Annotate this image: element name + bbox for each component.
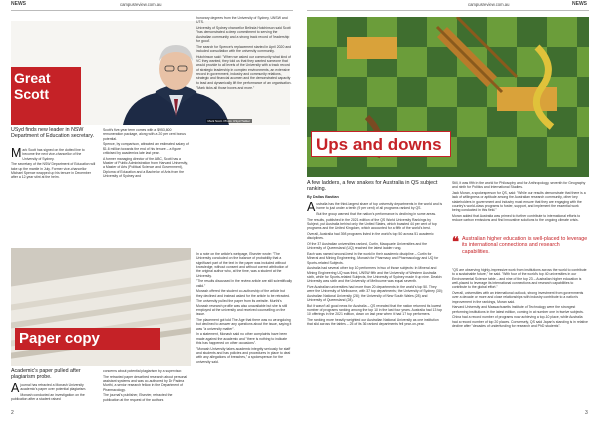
site-url: campusreview.com.au — [120, 2, 162, 7]
story1-title-line2: Scott — [14, 86, 49, 102]
story3-col1-p2: But the group warned that the nation's performance is declining in some areas. — [316, 211, 437, 216]
story1-dropcap: M — [11, 148, 22, 160]
story2-col3-p1: In a note on the article's webpage, Elsevier wrote: "The University concluded on the balance of probability that a significant part of the text in the paper was included without knowledge, without consent and without correct attribution of the original author who, at the time, was a student at the University. — [196, 252, 289, 278]
section-label: NEWS — [572, 1, 587, 7]
story3-col1-p6: Each was named second-best in the world in their academic discipline – Curtin for Mineral and Mining Engineering, Monash for Pharmacy and Pharmacology and UQ for Sports-related Subjects. — [307, 251, 439, 265]
story1-col3 — [196, 16, 292, 246]
story3-col2b-p4: China had a record number of programs now achieving a top-10 place, while Australia had a record number of top 20 places. Conversely, QS said Japan's standing is in relative decline after "decades of underfunding for research and PhD students". — [452, 315, 588, 329]
section-label: NEWS — [11, 1, 26, 7]
story2-col1 — [11, 383, 97, 413]
story2-col1-p2: Monash conducted an investigation on the publication after a student raised — [11, 392, 85, 402]
story3-col1-p3: The results, published in the 2021 edition of the QS World University Rankings by Subject, put Australia behind only the United States, which boasted 44 per cent of top programs and the United Kingdom, which accounted for a fifth of the world's best. — [307, 217, 437, 231]
photo-credit: Mark Scott. Photo: USyd Twitter — [207, 119, 250, 123]
story3-col1-p4: Overall, Australia had 398 programs listed in the world's top 50 across 51 academic disciplines. — [307, 231, 434, 241]
byline: By Dallas Bastian — [307, 195, 339, 199]
story1-col3-p4: Hutchinson said: "When we asked our community what kind of VC they wanted, they told us that they wanted someone that would provide to all levels of the University with a track record of strategic leadership in complex environments, an extensive record in government, industry and community relations, strategic and financial acumen and the demonstrated capacity to lead and dynamically lift the performance of an organisation. — [196, 54, 292, 85]
paper-stack-photo — [11, 248, 191, 366]
story1-col3-p3: The search for Spence's replacement started in April 2020 and included consultation with the university community. — [196, 44, 292, 53]
story3-col2 — [452, 181, 588, 229]
story2-col3-p5: The placement got told The Age that there was no wrongdoing but declined to answer any questions about the issue, saying it was "a university matter". — [196, 318, 292, 331]
pullquote — [452, 236, 588, 264]
header-rule — [307, 10, 589, 11]
page-number: 3 — [585, 410, 588, 416]
snakes-ladders-photo — [307, 17, 589, 177]
story3-col1-p5: Of the 37 Australian universities ranked, Curtin, Macquarie Universities and the University of Queensland (UQ) reached the latest ladder rung. — [307, 241, 427, 251]
story2-col3-p4: The university pulled the paper from its website. Murthi's Monash research profile was also unavailable but she is still employed at the university and received counselling on the issue. — [196, 299, 288, 317]
story3-col1-p7: Australia had several other top 10 performers in two of those subjects: In Mineral and Mining Engineering UQ was third, UNSW fifth and the University of Western Australia sixth, while for Sports-related Subjects, the University of Sydney made it up nine. Deakin University was sixth and the University of Melbourne was equal seventh. — [307, 266, 442, 284]
story3-col2b-p3: Harvard University and Massachusetts Institute of Technology were the strongest performing institutions in the latest edition, coming in at number one in twelve subjects. — [452, 305, 584, 314]
story2-col3-p3: Monash offered the student co-authorship of the article but they declined and instead asked for the article to be retracted. — [196, 289, 291, 298]
story1-col2-p2: Spence, by comparison, attracted an estimated salary of $1.6 million towards the end of his tenure – a figure criticised by academics late last year. — [103, 142, 189, 156]
story3-col1-p9: But it wasn't all good news for Australia – QS revealed that the nation returned its lowest number of programs ranking among the top 10 in the last four years. Australia had 13 top 10 offerings in the 2021 edition, down on last year when it had 17 top performers. — [307, 303, 443, 317]
story2-col1-p1: journal has retracted a Monash University academic's paper over potential plagiarism. — [20, 383, 87, 392]
story1-col1-p1: ark Scott has signed on the dotted line to become the next vice-chancellor of the University of Sydney. — [22, 148, 85, 161]
standfirst: A few ladders, a few snakes for Australia in QS subject ranking. — [307, 180, 438, 192]
story3-col2b — [452, 268, 588, 414]
story2-col3-p7: "Monash University takes academic integrity seriously for staff and students and has policies and procedures in place to deal with any allegations of breaches," a spokesperson for the university said. — [196, 346, 291, 364]
pullquote-text: Australian higher education is well-placed to leverage its international connections and research capabilities. — [462, 236, 588, 255]
story1-col3-p5: "Mark ticks all those boxes and more." — [196, 86, 255, 91]
quote-mark-icon: ❝ — [452, 234, 459, 249]
story1-caption: USyd finds new leader in NSW Department of Education secretary. — [11, 127, 94, 139]
story3-dropcap: A — [307, 202, 316, 214]
story3-col1-p1: ustralia has the third-largest share of top university departments in the world and is home to just under a tenth (9 per cent) of all programs ranked by QS. — [316, 202, 443, 211]
story1-title-line1: Great — [14, 70, 51, 86]
story1-col1 — [11, 148, 97, 238]
story2-title: Paper copy — [15, 328, 160, 350]
story3-col1-p8: Five Australian universities had more than 20 departments in the world's top 50. They were the University of Melbourne, with 37 top departments; the University of Sydney (30); Australian National University (28); the University of New South Wales (28) and University of Queensland (28). — [307, 284, 443, 302]
story2-col3-p2: "The results discussed in the review article are still scientifically valid." — [196, 279, 292, 288]
story2-col3-p6: In a statement, Monash said no other complaints have been made against the academic and "there is nothing to indicate this has happened on other occasions". — [196, 332, 288, 346]
header-rule — [11, 10, 293, 11]
story2-col2-p2: The retracted paper described research about personal assistant systems and was co-authored by Dr Padma Murthi, a senior research fellow in the Department of Pharmacology. — [103, 374, 188, 392]
story2-col3 — [196, 252, 292, 414]
story3-col1 — [307, 202, 443, 414]
page-number: 2 — [11, 410, 14, 416]
story1-col2 — [103, 128, 189, 240]
story1-title-box — [11, 67, 81, 125]
story1-col3-p1: honorary degrees from the University of Sydney, UNSW and UTS. — [196, 16, 288, 25]
story2-col2-p3: The journal's publisher, Elsevier, retracted the publication at the request of the authors — [103, 393, 173, 402]
headline: Ups and downs — [311, 131, 451, 157]
right-page — [300, 0, 600, 424]
story2-col2-p1: concerns about potential plagiarism by a supervisor. — [103, 369, 183, 373]
story2-dropcap: A — [11, 383, 20, 395]
story2-col2 — [103, 369, 189, 413]
story1-col2-p1: Scott's five-year term comes with a $953,800 remuneration package, along with a 20 per cent bonus potential. — [103, 128, 186, 141]
story1-col1-p2: The secretary of the NSW Department of Education will take up the mantle in July. Former vice-chancellor Michael Spence wrapped up his tenure in December after a 12-year stint at the helm. — [11, 162, 96, 180]
story1-col2-p3: A former managing director of the ABC, Scott has a Master of Public Administration from Harvard University, a Master of Arts (Political Science and Government), Diploma of Education and a Bachelor of Arts from the University of Sydney and — [103, 156, 188, 179]
story3-col1-p10: The ranking more heavily weighted our Australian National University as one institution that slid across the tables – 25 of its 36 ranked departments fell year-on-year. — [307, 317, 439, 327]
story3-col2b-p1: "QS are observing highly-impressive work from institutions across the world to contribute to a sustainable future," he said. "With four of the world's top 40 universities in our Environmental Science table – and nine of the top 23 – Australian higher education is well-placed to leverage its international connections and research capabilities to contribute to the global effort." — [452, 268, 587, 290]
story2-caption: Academic's paper pulled after plagiarism probe. — [11, 368, 81, 380]
story1-col3-p2: University of Sydney chancellor Belinda Hutchinson said Scott "has demonstrated a deep commitment to serving the Australian community and a strong track record of 'leadership for good'. — [196, 25, 291, 44]
story3-col2-p2: Jack Moran, a spokesperson for QS, said: "While our results demonstrate that there is a lack of willingness or aptitude among the Australian research community, other key stakeholders in government and industry must ensure that they are engaging with the country's world-class programs to foster, support, and implement the essential work being conducted in this field." — [452, 190, 586, 213]
story3-col2-p3: Moran added that Australia was primed to further contribute to international efforts to reduce carbon emissions and find innovative solutions to the ongoing climate crisis. — [452, 214, 581, 223]
site-url: campusreview.com.au — [468, 2, 510, 7]
story3-col2b-p2: Overall, universities with an international outlook, strong investment from governments over a decade or more and close relationships with industry contribute to a nation's improvement in the rankings, Moran said. — [452, 291, 584, 304]
story3-col2-p1: Still, it was fifth in the world for Philosophy and for Anthropology, seventh for Geography and ninth for Politics and International Studies. — [452, 181, 586, 190]
